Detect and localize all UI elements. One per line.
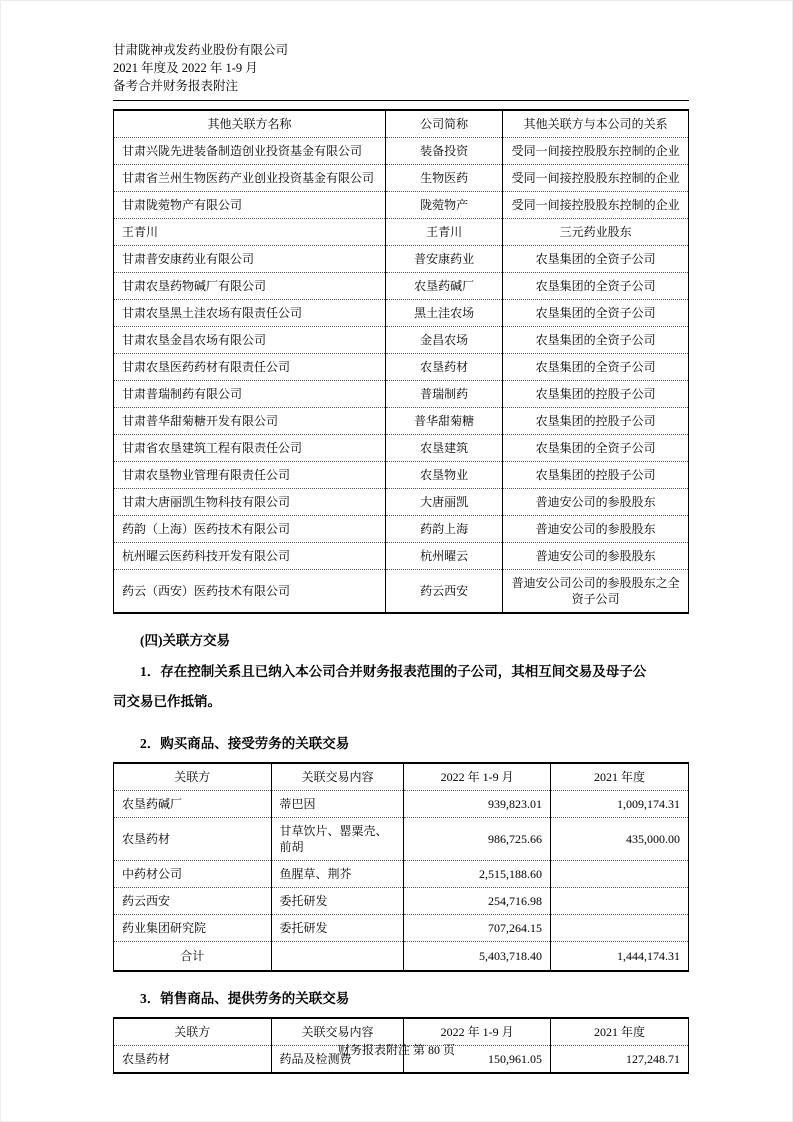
table-cell: 254,716.98: [404, 888, 551, 915]
table-row: [114, 138, 689, 165]
table-cell: 普迪安公司的参股股东: [503, 516, 689, 543]
section-heading-sales: 3．销售商品、提供劳务的关联交易: [140, 991, 350, 1006]
table-cell: 药业集团研究院: [114, 915, 272, 942]
table-cell: 甘肃普安康药业有限公司: [114, 246, 386, 273]
paragraph-line: 1．存在控制关系且已纳入本公司合并财务报表范围的子公司，其相互间交易及母子公: [140, 664, 647, 679]
table-cell: 黑土洼农场: [385, 300, 502, 327]
table-row: [114, 861, 689, 888]
column-header: 2021 年度: [550, 1018, 688, 1046]
column-header: 2022 年 1-9 月: [404, 1018, 551, 1046]
table-cell: 农垦集团的全资子公司: [503, 435, 689, 462]
table-cell: 蒂巴因: [271, 791, 404, 818]
table-row: [114, 165, 689, 192]
table-cell: 甘肃农垦医药药材有限责任公司: [114, 354, 386, 381]
table-cell: 甘草饮片、罂粟壳、前胡: [271, 818, 404, 861]
total-row: [114, 942, 689, 972]
table-cell: 甘肃省兰州生物医药产业创业投资基金有限公司: [114, 165, 386, 192]
table-cell: 农垦集团的全资子公司: [503, 300, 689, 327]
table-cell: 装备投资: [385, 138, 502, 165]
table-row: [114, 192, 689, 219]
table-cell: 甘肃省农垦建筑工程有限责任公司: [114, 435, 386, 462]
table-cell: 农垦药碱厂: [385, 273, 502, 300]
table-header-row: [114, 110, 689, 138]
report-period: 2021 年度及 2022 年 1-9 月: [113, 61, 258, 75]
table-cell: 药云（西安）医药技术有限公司: [114, 570, 386, 614]
table-cell: 鱼腥草、荆芥: [271, 861, 404, 888]
table-cell: 农垦集团的全资子公司: [503, 354, 689, 381]
section-heading-purchase: 2．购买商品、接受劳务的关联交易: [140, 736, 350, 751]
column-header: 关联交易内容: [271, 1018, 404, 1046]
table-cell: [271, 942, 404, 972]
table-cell: 药品及检测费: [271, 1046, 404, 1074]
table-cell: 普华甜菊糖: [385, 408, 502, 435]
table-row: [114, 570, 689, 614]
purchase-transactions-table: [113, 762, 689, 972]
table-cell: [550, 888, 688, 915]
table-row: [114, 435, 689, 462]
table-row: [114, 915, 689, 942]
table-cell: 生物医药: [385, 165, 502, 192]
table-row: [114, 408, 689, 435]
table-row: [114, 516, 689, 543]
table-cell: [550, 915, 688, 942]
table-cell: 受同一间接控股股东控制的企业: [503, 192, 689, 219]
table-cell: 三元药业股东: [503, 219, 689, 246]
table-cell: 药韵上海: [385, 516, 502, 543]
table-row: [114, 381, 689, 408]
table-cell: 甘肃陇菀物产有限公司: [114, 192, 386, 219]
table-cell: 127,248.71: [550, 1046, 688, 1074]
table-cell: 委托研发: [271, 915, 404, 942]
table-cell: 986,725.66: [404, 818, 551, 861]
table-cell: 杭州曜云: [385, 543, 502, 570]
company-name: 甘肃陇神戎发药业股份有限公司: [113, 43, 289, 57]
table-row: [114, 219, 689, 246]
paragraph-line: 司交易已作抵销。: [113, 694, 221, 709]
table-row: [114, 888, 689, 915]
table-row: [114, 489, 689, 516]
column-header: 关联交易内容: [271, 763, 404, 791]
table-row: [114, 791, 689, 818]
table-row: [114, 543, 689, 570]
column-header: 公司简称: [385, 110, 502, 138]
table-cell: 金昌农场: [385, 327, 502, 354]
table-cell: 委托研发: [271, 888, 404, 915]
table-cell: 药云西安: [114, 888, 272, 915]
table-cell: 农垦药碱厂: [114, 791, 272, 818]
table-cell: 大唐丽凯: [385, 489, 502, 516]
document-header: [113, 41, 689, 95]
header-divider: [113, 100, 689, 101]
table-row: [114, 246, 689, 273]
table-cell: 农垦集团的控股子公司: [503, 408, 689, 435]
table-cell: 甘肃农垦黑土洼农场有限责任公司: [114, 300, 386, 327]
page-footer: 财务报表附注 第 80 页: [337, 1043, 455, 1057]
paragraph-consolidation-note: [113, 657, 689, 717]
section-title-related-transactions: (四)关联方交易: [140, 633, 230, 648]
table-cell: 1,009,174.31: [550, 791, 688, 818]
table-cell: 甘肃农垦药物碱厂有限公司: [114, 273, 386, 300]
column-header: 关联方: [114, 1018, 272, 1046]
column-header: 其他关联方名称: [114, 110, 386, 138]
table-row: [114, 462, 689, 489]
table-cell: 甘肃农垦金昌农场有限公司: [114, 327, 386, 354]
table-cell: 农垦药材: [114, 818, 272, 861]
table-cell: 农垦药材: [114, 1046, 272, 1074]
table-cell: 受同一间接控股股东控制的企业: [503, 138, 689, 165]
table-cell: 农垦集团的全资子公司: [503, 327, 689, 354]
column-header: 其他关联方与本公司的关系: [503, 110, 689, 138]
table-cell: 普迪安公司的参股股东: [503, 489, 689, 516]
table-cell: 甘肃普瑞制药有限公司: [114, 381, 386, 408]
table-row: [114, 818, 689, 861]
table-cell: 707,264.15: [404, 915, 551, 942]
table-cell: 受同一间接控股股东控制的企业: [503, 165, 689, 192]
table-cell: 农垦集团的控股子公司: [503, 462, 689, 489]
table-cell: 农垦药材: [385, 354, 502, 381]
table-cell: 普安康药业: [385, 246, 502, 273]
table-cell: 435,000.00: [550, 818, 688, 861]
table-cell: 药云西安: [385, 570, 502, 614]
page-content: [113, 41, 689, 1074]
column-header: 2022 年 1-9 月: [404, 763, 551, 791]
table-cell: 普瑞制药: [385, 381, 502, 408]
related-parties-table: [113, 109, 689, 614]
report-title: 备考合并财务报表附注: [113, 79, 239, 93]
table-row: [114, 327, 689, 354]
table-row: [114, 354, 689, 381]
table-row: [114, 273, 689, 300]
table-cell: 普迪安公司的参股股东: [503, 543, 689, 570]
total-2022-value: 5,403,718.40: [404, 942, 551, 972]
column-header: 2021 年度: [550, 763, 688, 791]
table-row: [114, 300, 689, 327]
table-cell: 杭州曜云医药科技开发有限公司: [114, 543, 386, 570]
table-cell: 甘肃普华甜菊糖开发有限公司: [114, 408, 386, 435]
table-cell: 2,515,188.60: [404, 861, 551, 888]
table-cell: 甘肃大唐丽凯生物科技有限公司: [114, 489, 386, 516]
table-cell: 陇菀物产: [385, 192, 502, 219]
table-cell: 150,961.05: [404, 1046, 551, 1074]
table-cell: 农垦集团的全资子公司: [503, 246, 689, 273]
table-cell: 甘肃兴陇先进装备制造创业投资基金有限公司: [114, 138, 386, 165]
table-cell: 普迪安公司公司的参股股东之全资子公司: [503, 570, 689, 614]
table-cell: 农垦集团的全资子公司: [503, 273, 689, 300]
total-label: 合计: [114, 942, 272, 972]
total-2021-value: 1,444,174.31: [550, 942, 688, 972]
table-cell: 药韵（上海）医药技术有限公司: [114, 516, 386, 543]
table-cell: 939,823.01: [404, 791, 551, 818]
column-header: 关联方: [114, 763, 272, 791]
table-cell: 农垦集团的控股子公司: [503, 381, 689, 408]
table-cell: [550, 861, 688, 888]
table-cell: 王青川: [385, 219, 502, 246]
table-header-row: [114, 763, 689, 791]
table-cell: 王青川: [114, 219, 386, 246]
table-cell: 农垦建筑: [385, 435, 502, 462]
table-cell: 甘肃农垦物业管理有限责任公司: [114, 462, 386, 489]
table-cell: 农垦物业: [385, 462, 502, 489]
table-cell: 中药材公司: [114, 861, 272, 888]
